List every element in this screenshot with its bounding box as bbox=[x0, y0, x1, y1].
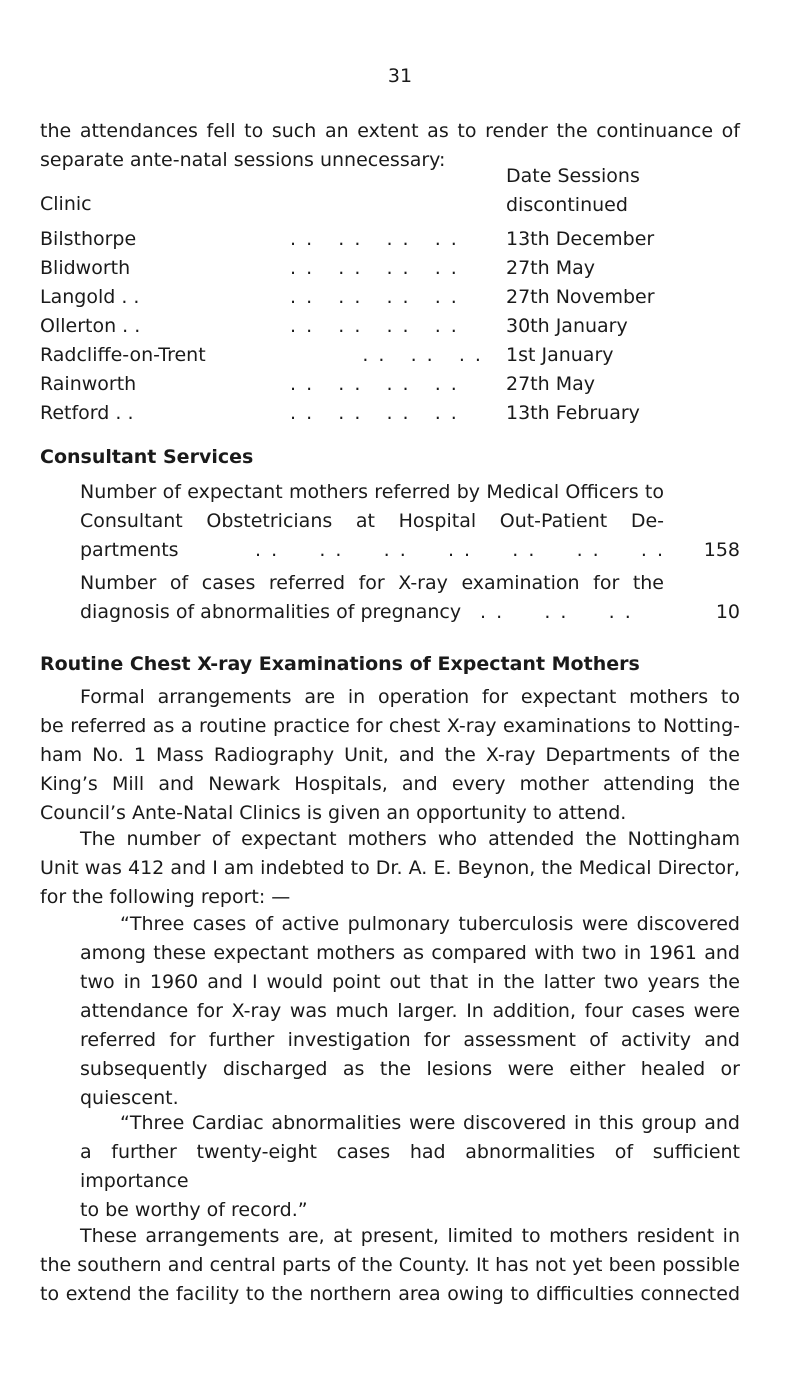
routine-xray-heading: Routine Chest X-ray Examinations of Expectant Mothers bbox=[40, 653, 640, 675]
leader-dots: . . . . . . . . bbox=[290, 402, 459, 424]
quote-line: to be worthy of record.” bbox=[80, 1199, 308, 1221]
date-header-line: discontinued bbox=[506, 194, 628, 216]
leader-dots: . . . . . . bbox=[290, 344, 483, 366]
stat-text-line: Consultant Obstetricians at Hospital Out-Patient De- bbox=[80, 510, 664, 532]
discontinued-date: 30th January bbox=[506, 315, 628, 337]
page-number: 31 bbox=[387, 65, 413, 87]
table-row bbox=[40, 341, 680, 370]
table-row bbox=[40, 399, 680, 428]
paragraph-arrangements bbox=[40, 683, 740, 828]
paragraph-line: be referred as a routine practice for chest X-ray examinations to Notting- bbox=[40, 715, 740, 737]
clinic-name: Rainworth bbox=[40, 373, 137, 395]
stat-label: diagnosis of abnormalities of pregnancy bbox=[80, 601, 462, 623]
quote-line: referred for further investigation for assessment of activity and bbox=[80, 1029, 740, 1051]
stat-text-line bbox=[80, 598, 740, 627]
paragraph-line: the southern and central parts of the County. It has not yet been possible bbox=[40, 1254, 740, 1276]
quote-cardiac bbox=[80, 1109, 740, 1225]
clinic-name: Retford . . bbox=[40, 402, 134, 424]
intro-line: separate ante-natal sessions unnecessary: bbox=[40, 149, 446, 171]
quote-line: “Three cases of active pulmonary tuberculosis were discovered bbox=[120, 913, 740, 935]
quote-line: among these expectant mothers as compared with two in 1961 and bbox=[80, 942, 740, 964]
discontinued-date: 13th December bbox=[506, 228, 655, 250]
clinic-name: Langold . . bbox=[40, 286, 140, 308]
quote-line: “Three Cardiac abnormalities were discovered in this group and bbox=[120, 1112, 740, 1134]
paragraph-line: King’s Mill and Newark Hospitals, and every mother attending the bbox=[40, 773, 740, 795]
clinic-name: Radcliffe-on-Trent bbox=[40, 344, 206, 366]
leader-dots: . . . . . . bbox=[480, 601, 633, 623]
table-row bbox=[40, 225, 680, 254]
discontinued-date: 1st January bbox=[506, 344, 614, 366]
paragraph-line: for the following report: — bbox=[40, 886, 291, 908]
stat-text-line: Number of cases referred for X-ray examination for the bbox=[80, 572, 664, 594]
leader-dots: . . . . . . . . bbox=[290, 373, 459, 395]
leader-dots: . . . . . . . . bbox=[290, 286, 459, 308]
paragraph-line: Council’s Ante-Natal Clinics is given an opportunity to attend. bbox=[40, 802, 627, 824]
leader-dots: . . . . . . . . . . . . . . bbox=[255, 539, 666, 561]
quote-line: attendance for X-ray was much larger. In addition, four cases were bbox=[80, 1000, 740, 1022]
date-header-line: Date Sessions bbox=[506, 165, 640, 187]
discontinued-date: 27th May bbox=[506, 257, 595, 279]
stat-value: 10 bbox=[715, 601, 740, 623]
paragraph-line: Formal arrangements are in operation for expectant mothers to bbox=[80, 686, 740, 708]
paragraph-limitations bbox=[40, 1222, 740, 1309]
discontinued-date: 27th November bbox=[506, 286, 655, 308]
table-row bbox=[40, 312, 680, 341]
stat-xray-cases bbox=[80, 569, 740, 627]
quote-line: two in 1960 and I would point out that in the latter two years the bbox=[80, 971, 740, 993]
paragraph-line: The number of expectant mothers who attended the Nottingham bbox=[80, 828, 740, 850]
paragraph-line: to extend the facility to the northern area owing to difficulties connected bbox=[40, 1283, 740, 1305]
stat-text-line: Number of expectant mothers referred by Medical Officers to bbox=[80, 481, 664, 503]
leader-dots: . . . . . . . . bbox=[290, 228, 459, 250]
discontinued-date: 27th May bbox=[506, 373, 595, 395]
quote-tuberculosis bbox=[80, 910, 740, 1113]
clinic-column-header: Clinic bbox=[40, 193, 92, 215]
quote-line: a further twenty-eight cases had abnormalities of sufficient importance bbox=[80, 1141, 740, 1192]
intro-line: the attendances fell to such an extent as to render the continuance of bbox=[40, 120, 740, 142]
date-column-header bbox=[506, 162, 640, 220]
table-row bbox=[40, 283, 680, 312]
paragraph-line: Unit was 412 and I am indebted to Dr. A. E. Beynon, the Medical Director, bbox=[40, 857, 740, 879]
paragraph-line: ham No. 1 Mass Radiography Unit, and the X-ray Departments of the bbox=[40, 744, 740, 766]
clinic-name: Ollerton . . bbox=[40, 315, 141, 337]
stat-text-line bbox=[80, 536, 740, 565]
leader-dots: . . . . . . . . bbox=[290, 315, 459, 337]
table-row bbox=[40, 254, 680, 283]
consultant-services-heading: Consultant Services bbox=[40, 446, 254, 468]
stat-label: partments bbox=[80, 539, 179, 561]
clinic-name: Blidworth bbox=[40, 257, 131, 279]
clinic-name: Bilsthorpe bbox=[40, 228, 137, 250]
table-row bbox=[40, 370, 680, 399]
paragraph-attendance bbox=[40, 825, 740, 912]
stat-value: 158 bbox=[703, 539, 740, 561]
discontinued-date: 13th February bbox=[506, 402, 640, 424]
paragraph-line: These arrangements are, at present, limited to mothers resident in bbox=[80, 1225, 740, 1247]
leader-dots: . . . . . . . . bbox=[290, 257, 459, 279]
quote-line: subsequently discharged as the lesions were either healed or quiescent. bbox=[80, 1058, 740, 1109]
stat-referred-mothers bbox=[80, 478, 740, 565]
